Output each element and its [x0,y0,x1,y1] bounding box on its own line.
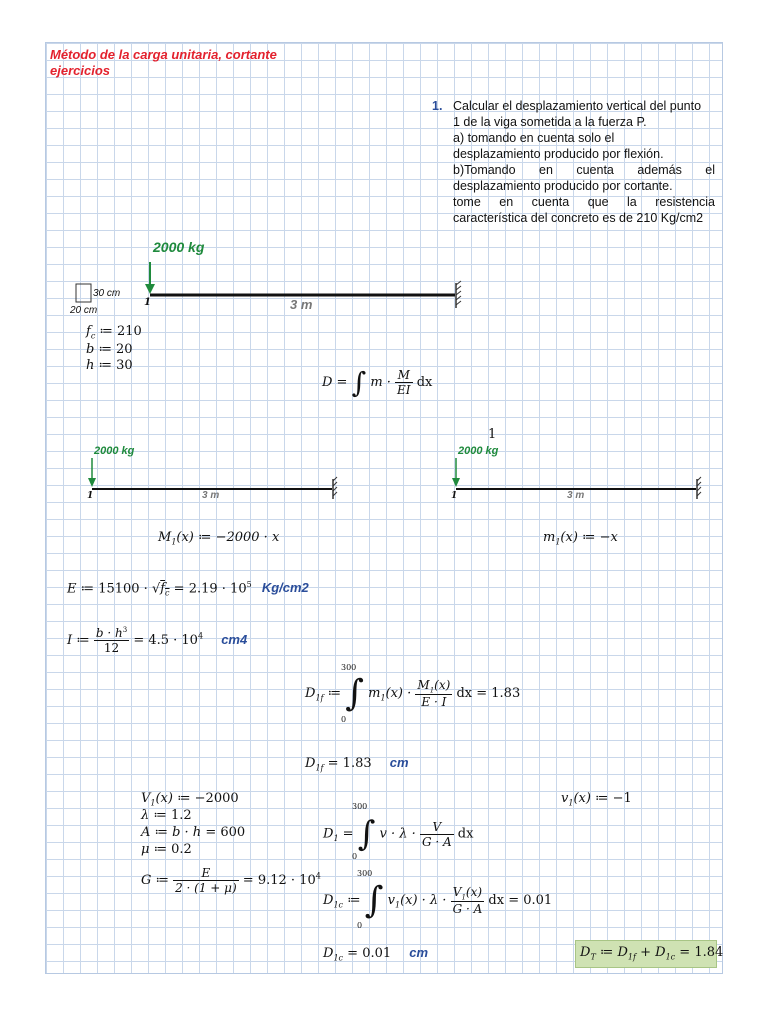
problem-line: Calcular el desplazamiento vertical del punto [453,99,702,113]
D1-shear-formula: $D_1$ = ∫ v · λ · $\frac{V}{G \cdot A}$ dx [323,814,474,854]
general-displacement-formula: D = ∫ m · $\frac{M}{EI}$ dx [322,366,433,399]
A-definition: A ≔ b · h = 600 [141,825,246,840]
E-definition: E ≔ $15100 \cdot √f_c = 2.19 \cdot 10^5$ Kg/cm2 [67,580,309,598]
right-node-label: 1 [451,491,458,501]
total-displacement: $D_T$ ≔ $D_{1f} + D_{1c} = 1.84$ [580,945,724,962]
problem-line: tome en cuenta que la resistencia [453,195,715,209]
left-node-label: 1 [87,491,94,501]
left-length-label: 3 m [202,490,220,501]
D1f-lower-limit: 0 [341,715,347,724]
h-definition: h ≔ 30 [86,358,133,373]
problem-line: característica del concreto es de 210 Kg/cm2 [453,211,704,225]
problem-number: 1. [432,99,443,113]
main-beam [76,262,461,308]
D1c-display: $D_{1c} = 0.01$ cm [323,945,429,963]
D1c-unit: cm [409,945,429,960]
m1-definition: $m_1(x)$ ≔ −x [543,530,618,547]
D1c-integral: $D_{1c}$ ≔ ∫ $v_1(x) \cdot \lambda$ · $\frac{V_1(x)}{G \cdot A}$ dx = 0.01 [323,880,553,921]
problem-line: a) tomando en cuenta solo el [453,131,615,145]
I-unit: cm4 [221,632,248,647]
v1-definition: $v_1(x)$ ≔ −1 [561,791,632,808]
mu-definition: μ ≔ 0.2 [141,842,192,857]
right-length-label: 3 m [567,490,585,501]
problem-line: 1 de la viga sometida a la fuerza P. [453,115,647,129]
lambda-definition: λ ≔ 1.2 [141,808,192,823]
section-height-label: 30 cm [93,288,121,299]
D1f-display: $D_{1f} = 1.83$ cm [305,755,409,773]
D1-upper-limit: 300 [352,802,368,811]
D1f-upper-limit: 300 [341,663,357,672]
D1c-lower-limit: 0 [357,921,363,930]
D1f-integral: $D_{1f}$ ≔ ∫ $m_1(x)$ · $\frac{M_1(x)}{E \cdot I}$ dx = 1.83 [305,673,521,714]
main-node-label: 1 [144,297,151,308]
unit-load-marker: 1 [488,427,497,442]
D1f-unit: cm [389,755,409,770]
D1-lower-limit: 0 [352,852,358,861]
problem-line: desplazamiento producido por cortante. [453,179,673,193]
V1-definition: $V_1(x)$ ≔ −2000 [141,791,239,808]
fc-definition: $f_c$ ≔ 210 [86,324,142,341]
section-width-label: 20 cm [70,305,98,316]
E-unit: Kg/cm2 [261,580,309,596]
main-load-label: 2000 kg [153,239,205,255]
problem-line: desplazamiento producido por flexión. [453,147,664,161]
page-title: Método de la carga unitaria, cortante ejercicios [50,47,277,78]
main-length-label: 3 m [290,297,313,312]
M1-definition: $M_1(x)$ ≔ −2000 · x [158,530,280,547]
right-load-label: 2000 kg [458,445,499,457]
b-definition: b ≔ 20 [86,342,133,357]
I-definition: I ≔ $\frac{b \cdot h^3}{12}$ = $4.5 \cdot 10^4$ cm4 [67,626,248,655]
G-definition: G ≔ $\frac{E}{2 \cdot (1 + \mu)}$ = $9.12 \cdot 10^4$ [141,866,321,895]
problem-line: b)Tomando en cuenta además el [453,163,715,177]
left-load-label: 2000 kg [94,445,135,457]
D1c-upper-limit: 300 [357,869,373,878]
